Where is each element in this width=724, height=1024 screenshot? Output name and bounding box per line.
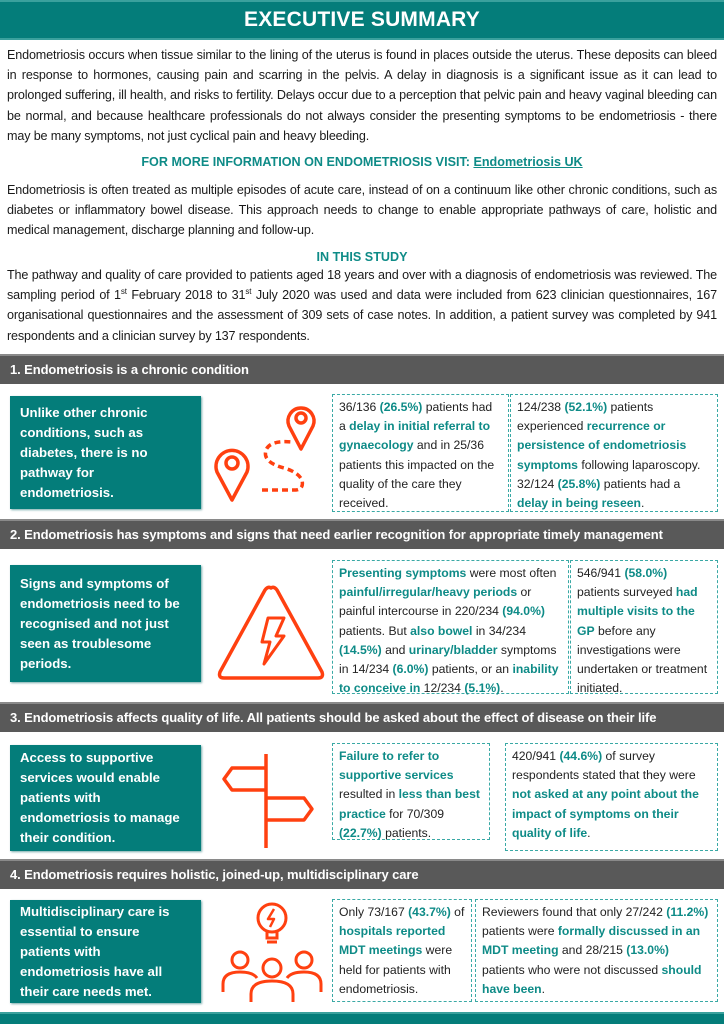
section-2-key-message: Signs and symptoms of endometriosis need to be recognised and not just seen as troublesome periods. xyxy=(10,565,201,682)
stat-text: resulted in xyxy=(339,787,399,802)
stat-text: patients, or an xyxy=(428,662,513,677)
section-1-stat-box-2 xyxy=(510,394,718,512)
stat-text: before any investigations were undertaken or treatment initiated. xyxy=(577,623,708,696)
stat-text: Reviewers found that only 27/242 xyxy=(482,905,667,919)
section-3-stat-box-2 xyxy=(505,743,718,851)
stat-text: Only 73/167 xyxy=(339,905,409,919)
highlighted-text: hospitals reported MDT meetings xyxy=(339,924,446,958)
highlighted-text: (26.5%) xyxy=(379,400,423,414)
highlighted-text: (11.2%) xyxy=(666,905,709,919)
stat-text: and 28/215 xyxy=(558,943,627,958)
stat-text: patients. xyxy=(381,825,432,840)
study-text-3: July 2020 was used and data were included from 623 clinician questionnaires, 167 organisational questionnaires and the assessment of 309 sets of case notes. In addition, a patient survey was completed by 941 respondents and a clinician survey by 137 respondents. xyxy=(7,288,717,343)
stat-text: or painful intercourse in 220/234 xyxy=(339,585,532,619)
section-1-stat-box-1 xyxy=(332,394,509,512)
stat-text: and xyxy=(381,642,409,657)
stat-text: symptoms in 14/234 xyxy=(339,642,557,677)
highlighted-text: (22.7%) xyxy=(339,825,382,840)
endometriosis-uk-link[interactable]: Endometriosis UK xyxy=(473,155,583,169)
footer-bar xyxy=(0,1012,724,1024)
section-4-stat-box-2 xyxy=(475,899,718,1002)
stat-text: in 34/234 xyxy=(472,623,526,638)
stat-text: patients surveyed xyxy=(577,585,676,600)
stat-text: patients experienced xyxy=(517,400,654,434)
stat-text: . xyxy=(541,981,546,996)
highlighted-text: (58.0%) xyxy=(624,566,668,580)
study-text-2: February 2018 to 31 xyxy=(126,288,246,303)
highlighted-text: (25.8%) xyxy=(557,476,601,491)
highlighted-text: formally discussed in an MDT meeting xyxy=(482,924,701,958)
intro-paragraph-1: Endometriosis occurs when tissue similar to the lining of the uterus is found in places outside the uterus. These deposits can bleed in response to hormones, causing pain and scarring in the pelvis. A delay in diagnosis is a significant issue as it can lead to prolonged suffering, ill health, and risks to fertility. Delays occur due to a perception that pelvic pain and heavy vaginal bleeding can be normal, and because healthcare professionals do not always consider the presenting symptoms to be endometriosis - there may be many symptoms, not just cyclical pain and heavy bleeding. xyxy=(7,48,717,143)
highlighted-text: urinary/bladder xyxy=(408,642,498,657)
study-heading: IN THIS STUDY xyxy=(316,250,408,264)
highlighted-text: delay in being reseen xyxy=(517,496,641,511)
highlighted-text: (43.7%) xyxy=(408,905,451,919)
stat-text: patients who were not discussed xyxy=(482,962,662,977)
stat-text: 12/234 xyxy=(420,681,465,696)
study-text-1: The pathway and quality of care provided to patients aged 18 years and over with a diagnosis of endometriosis was reviewed. The sampling period of 1 xyxy=(7,268,717,303)
section-3-heading: 3. Endometriosis affects quality of life. All patients should be asked about the effect of disease on their life xyxy=(0,702,724,732)
study-paragraph xyxy=(7,265,717,346)
highlighted-text: delay in initial referral to gynaecology xyxy=(339,419,491,453)
highlighted-text: had multiple visits to the GP xyxy=(577,585,698,638)
highlighted-text: inability to conceive in xyxy=(339,662,559,696)
stat-text: patients had a xyxy=(339,400,493,434)
stat-text: of survey respondents stated that they were xyxy=(512,749,696,783)
section-2-stat-box-1 xyxy=(332,560,569,694)
highlighted-text: also bowel xyxy=(410,623,473,638)
stat-text: 420/941 xyxy=(512,749,560,763)
stat-text: . xyxy=(640,496,645,511)
section-3-key-message: Access to supportive services would enable patients with endometriosis to manage their condition. xyxy=(10,745,201,851)
stat-text: patients were xyxy=(482,924,558,939)
intro-paragraph-2: Endometriosis is often treated as multiple episodes of acute care, instead of on a continuum like other chronic conditions, such as diabetes or inflammatory bowel disease. This approach needs to change to enable appropriate pathways of care, holistic and medical management, discharge planning and follow-up. xyxy=(7,183,717,238)
section-2-heading: 2. Endometriosis has symptoms and signs that need earlier recognition for appropriate timely management xyxy=(0,519,724,549)
section-4-key-message: Multidisciplinary care is essential to ensure patients with endometriosis have all their care needs met. xyxy=(10,900,201,1003)
map-route-pins-icon xyxy=(200,392,330,512)
ordinal-suffix: st xyxy=(120,287,127,297)
stat-text: 546/941 xyxy=(577,566,625,580)
warning-lightning-icon xyxy=(212,580,330,688)
highlighted-text: recurrence or persistence of endometriosis symptoms xyxy=(517,419,687,472)
stat-text: patients. But xyxy=(339,623,411,638)
highlighted-text: Failure to refer to supportive services xyxy=(339,749,454,783)
section-2-stat-box-2 xyxy=(570,560,718,694)
stat-text: and in 25/36 patients this impacted on the quality of the care they received. xyxy=(339,438,495,511)
stat-text: following laparoscopy. 32/124 xyxy=(517,457,701,491)
stat-text: 36/136 xyxy=(339,400,380,414)
team-lightbulb-icon xyxy=(215,898,330,1003)
highlighted-text: (14.5%) xyxy=(339,642,382,657)
stat-text: . xyxy=(500,681,504,696)
highlighted-text: (52.1%) xyxy=(564,400,608,414)
highlighted-text: (13.0%) xyxy=(626,943,669,958)
highlighted-text: (94.0%) xyxy=(502,604,545,619)
highlighted-text: painful/irregular/heavy periods xyxy=(339,585,518,600)
stat-text: of xyxy=(450,905,465,919)
stat-text: were most often xyxy=(466,566,557,580)
highlighted-text: should have been xyxy=(482,962,702,996)
page-title: EXECUTIVE SUMMARY xyxy=(0,0,724,40)
stat-text: . xyxy=(587,825,591,840)
section-4-stat-box-1 xyxy=(332,899,472,1002)
highlighted-text: (44.6%) xyxy=(559,749,603,763)
highlighted-text: (6.0%) xyxy=(392,662,429,677)
stat-text: 124/238 xyxy=(517,400,565,414)
section-3-stat-box-1 xyxy=(332,743,490,840)
more-info-label: FOR MORE INFORMATION ON ENDOMETRIOSIS VISIT: xyxy=(141,155,474,169)
section-4-heading: 4. Endometriosis requires holistic, joined-up, multidisciplinary care xyxy=(0,859,724,889)
highlighted-text: not asked at any point about the impact of symptoms on their quality of life xyxy=(512,787,699,840)
signpost-icon xyxy=(220,750,320,850)
stat-text: patients had a xyxy=(600,476,681,491)
more-info-line xyxy=(0,155,724,169)
stat-text: for 70/309 xyxy=(385,806,445,821)
highlighted-text: less than best practice xyxy=(339,787,480,821)
section-1-heading: 1. Endometriosis is a chronic condition xyxy=(0,354,724,384)
highlighted-text: Presenting symptoms xyxy=(339,566,467,580)
ordinal-suffix: st xyxy=(245,287,252,297)
stat-text: were held for patients with endometriosis. xyxy=(339,943,453,996)
section-1-key-message: Unlike other chronic conditions, such as diabetes, there is no pathway for endometriosis. xyxy=(10,396,201,509)
highlighted-text: (5.1%) xyxy=(464,681,501,696)
